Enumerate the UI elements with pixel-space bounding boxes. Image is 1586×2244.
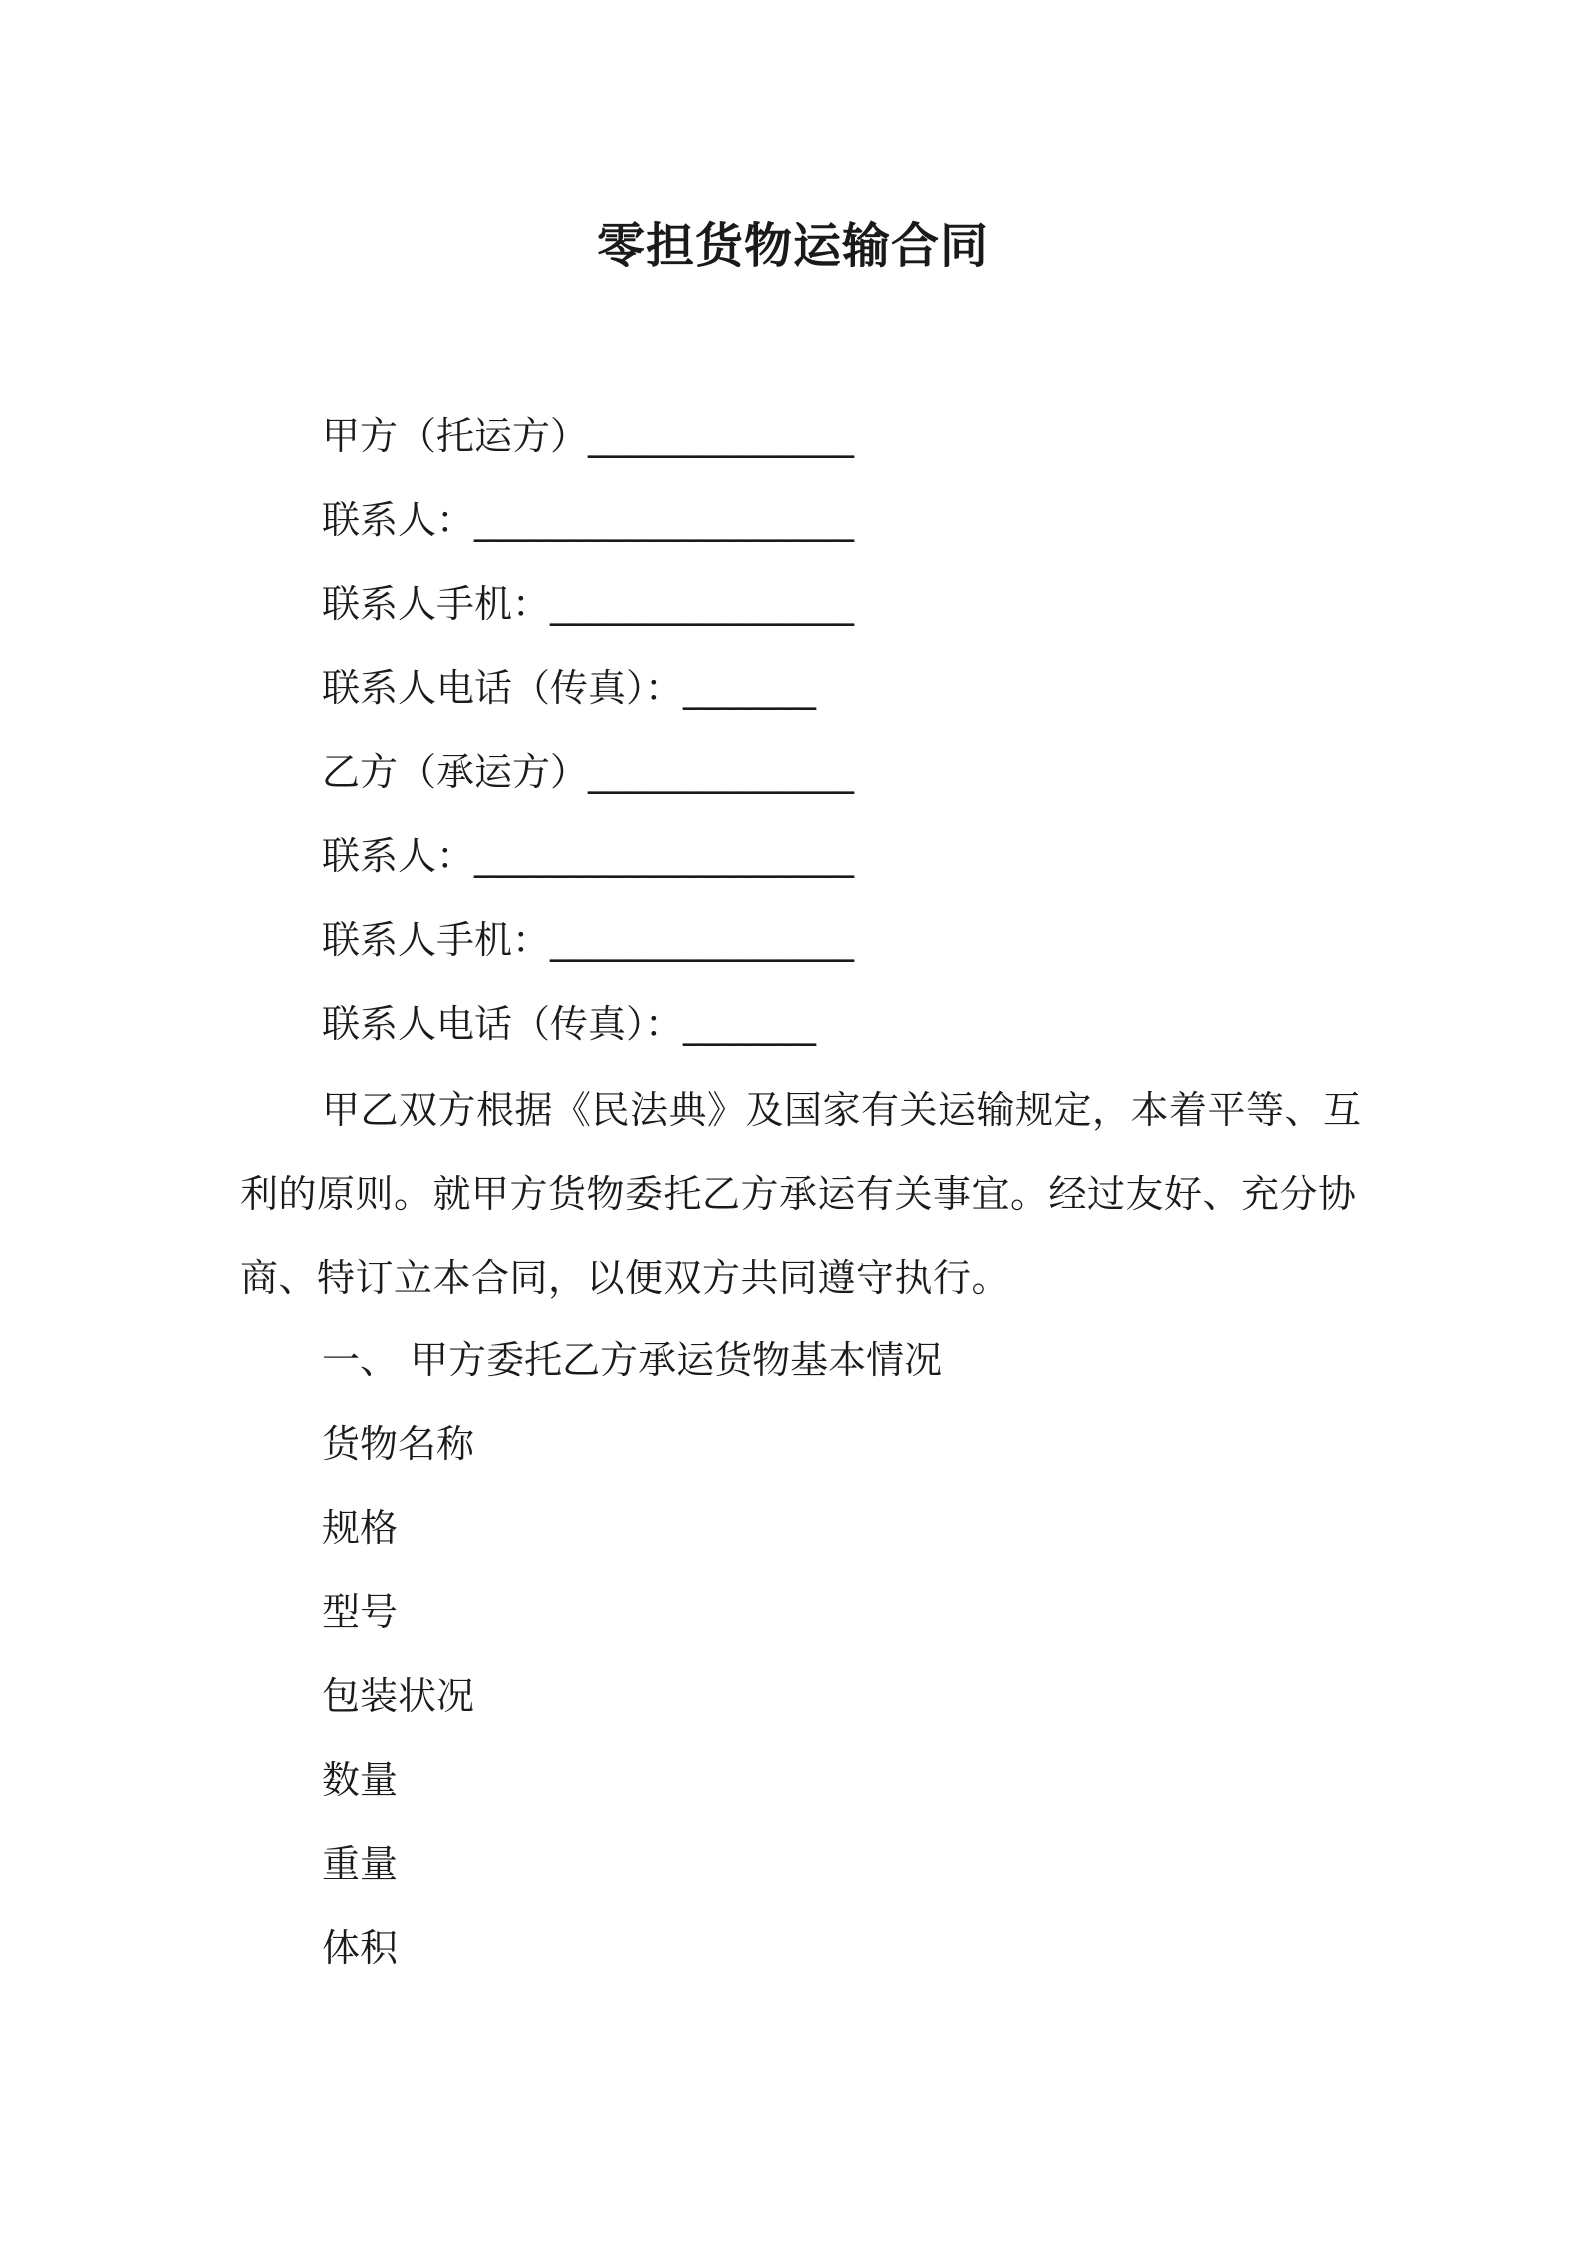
goods-item: 重量: [322, 1842, 399, 1886]
goods-item: 型号: [322, 1590, 399, 1634]
party-a-phone-fax: 联系人电话（传真）：_______: [322, 666, 817, 710]
party-b-mobile: 联系人手机：________________: [322, 918, 855, 962]
party-a-label: 甲方（托运方）______________: [322, 414, 855, 458]
party-b-phone-fax: 联系人电话（传真）：_______: [322, 1002, 817, 1046]
goods-item: 包装状况: [322, 1674, 475, 1718]
goods-item: 货物名称: [322, 1422, 475, 1466]
section-1-heading: 一、 甲方委托乙方承运货物基本情况: [322, 1338, 943, 1382]
goods-item: 数量: [322, 1758, 399, 1802]
party-b-label: 乙方（承运方）______________: [322, 750, 855, 794]
party-a-mobile: 联系人手机：________________: [322, 582, 855, 626]
party-a-contact: 联系人：____________________: [322, 498, 855, 542]
party-b-contact: 联系人：____________________: [322, 834, 855, 878]
document-title: 零担货物运输合同: [596, 218, 989, 274]
intro-paragraph: 甲乙双方根据《民法典》及国家有关运输规定，本着平等、互利的原则。就甲方货物委托乙方承运有关事宜。经过友好、充分协商、特订立本合同，以便双方共同遵守执行。: [240, 1088, 1362, 1300]
goods-item: 规格: [322, 1506, 399, 1550]
goods-item: 体积: [322, 1926, 399, 1970]
